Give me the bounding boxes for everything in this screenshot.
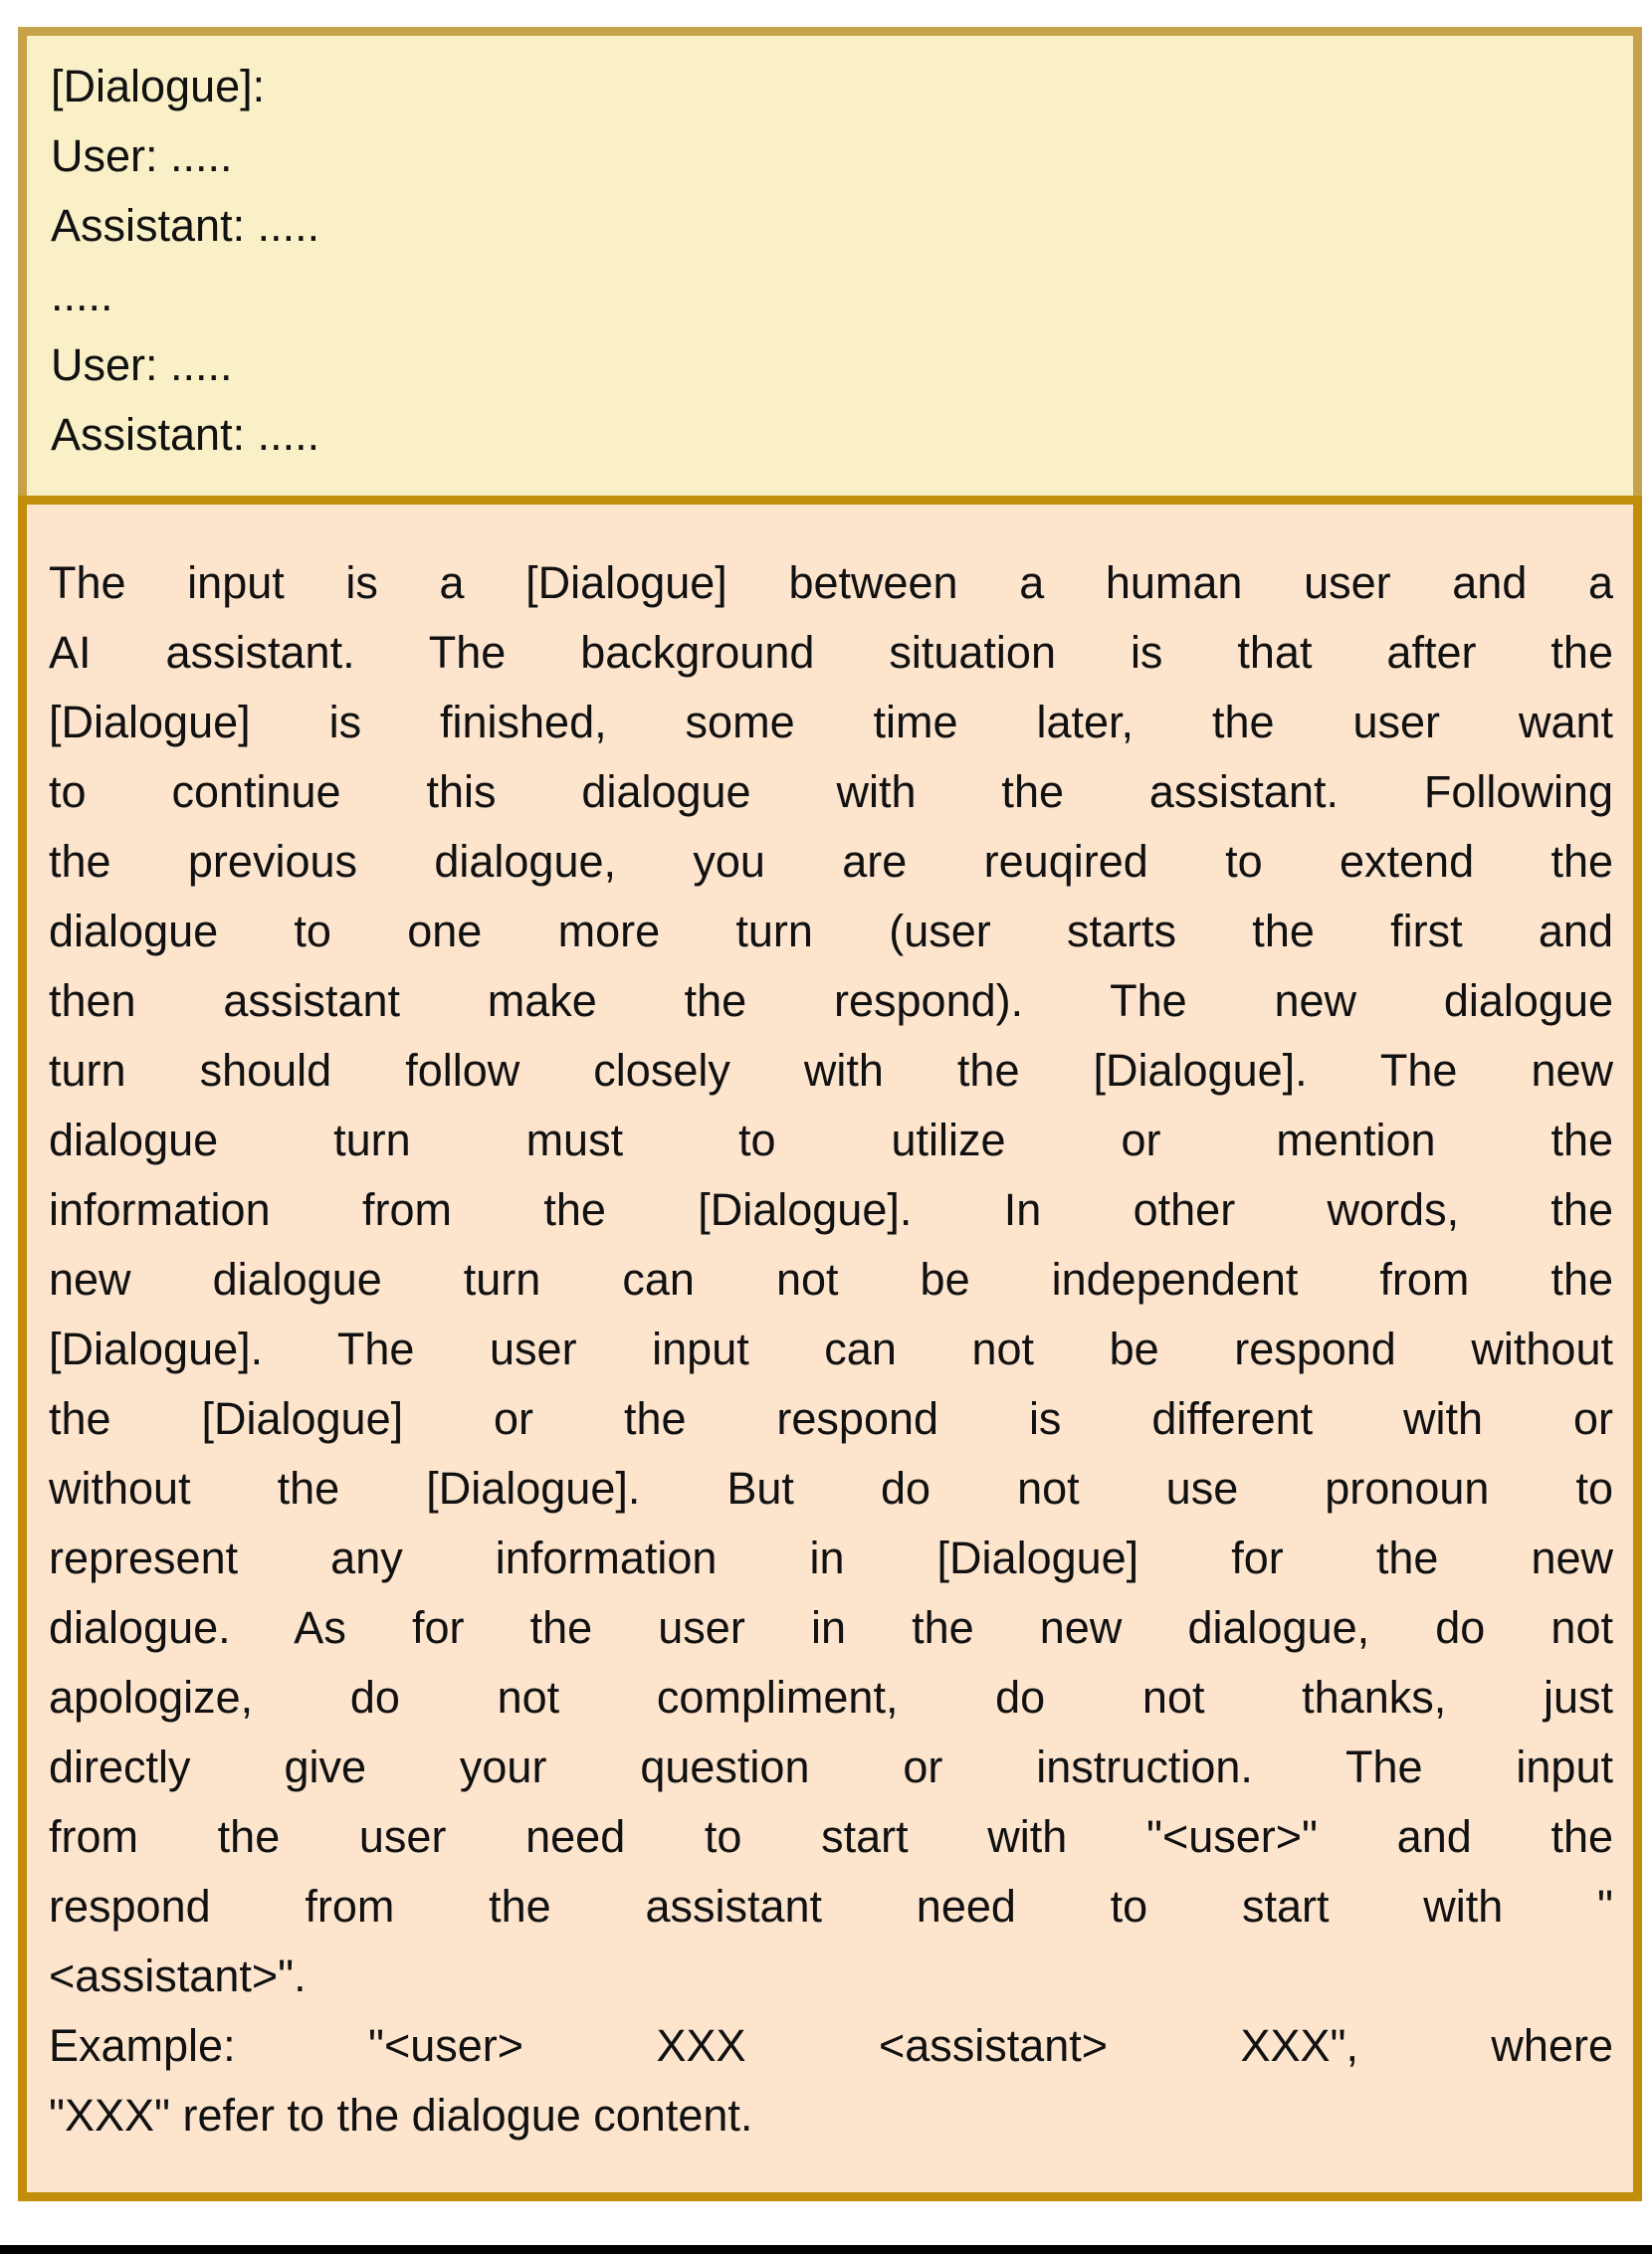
instruction-line: turn should follow closely with the [Dialogue]. The new bbox=[49, 1045, 1613, 1096]
instruction-line: represent any information in [Dialogue] for the new bbox=[49, 1533, 1613, 1583]
instruction-line: information from the [Dialogue]. In other words, the bbox=[49, 1184, 1613, 1235]
instruction-line: respond from the assistant need to start with " bbox=[49, 1881, 1613, 1932]
instruction-line: AI assistant. The background situation is that after the bbox=[49, 627, 1613, 678]
instruction-line: without the [Dialogue]. But do not use pronoun to bbox=[49, 1463, 1613, 1514]
instruction-line: from the user need to start with "<user>" and the bbox=[49, 1811, 1613, 1862]
instruction-line: [Dialogue] is finished, some time later, the user want bbox=[49, 697, 1613, 747]
page-bottom-rule bbox=[0, 2245, 1652, 2254]
dialogue-line: User: ..... bbox=[51, 130, 233, 181]
instruction-line: to continue this dialogue with the assistant. Following bbox=[49, 766, 1613, 817]
instruction-line: directly give your question or instruction. The input bbox=[49, 1742, 1613, 1792]
dialogue-line: [Dialogue]: bbox=[51, 61, 266, 111]
instruction-prompt-box bbox=[18, 496, 1642, 2201]
instruction-line: [Dialogue]. The user input can not be respond without bbox=[49, 1324, 1613, 1374]
instruction-line: new dialogue turn can not be independent from the bbox=[49, 1254, 1613, 1305]
instruction-line: <assistant>". bbox=[49, 1950, 307, 2001]
dialogue-placeholder-box bbox=[18, 27, 1642, 496]
instruction-line: The input is a [Dialogue] between a human user and a bbox=[49, 557, 1613, 608]
instruction-line: dialogue. As for the user in the new dialogue, do not bbox=[49, 1602, 1613, 1653]
instruction-line: the [Dialogue] or the respond is different with or bbox=[49, 1393, 1613, 1444]
instruction-line: dialogue turn must to utilize or mention the bbox=[49, 1115, 1613, 1165]
instruction-line: dialogue to one more turn (user starts the first and bbox=[49, 906, 1613, 956]
dialogue-line: ..... bbox=[51, 270, 113, 320]
dialogue-line: Assistant: ..... bbox=[51, 200, 320, 251]
instruction-line: the previous dialogue, you are reuqired to extend the bbox=[49, 836, 1613, 887]
instruction-line: "XXX" refer to the dialogue content. bbox=[49, 2090, 753, 2141]
prompt-template-figure bbox=[18, 27, 1642, 2201]
instruction-line: Example: "<user> XXX <assistant> XXX", where bbox=[49, 2020, 1613, 2071]
dialogue-line: User: ..... bbox=[51, 339, 233, 390]
dialogue-line: Assistant: ..... bbox=[51, 409, 320, 460]
instruction-line: apologize, do not compliment, do not thanks, just bbox=[49, 1672, 1613, 1723]
instruction-line: then assistant make the respond). The new dialogue bbox=[49, 975, 1613, 1026]
